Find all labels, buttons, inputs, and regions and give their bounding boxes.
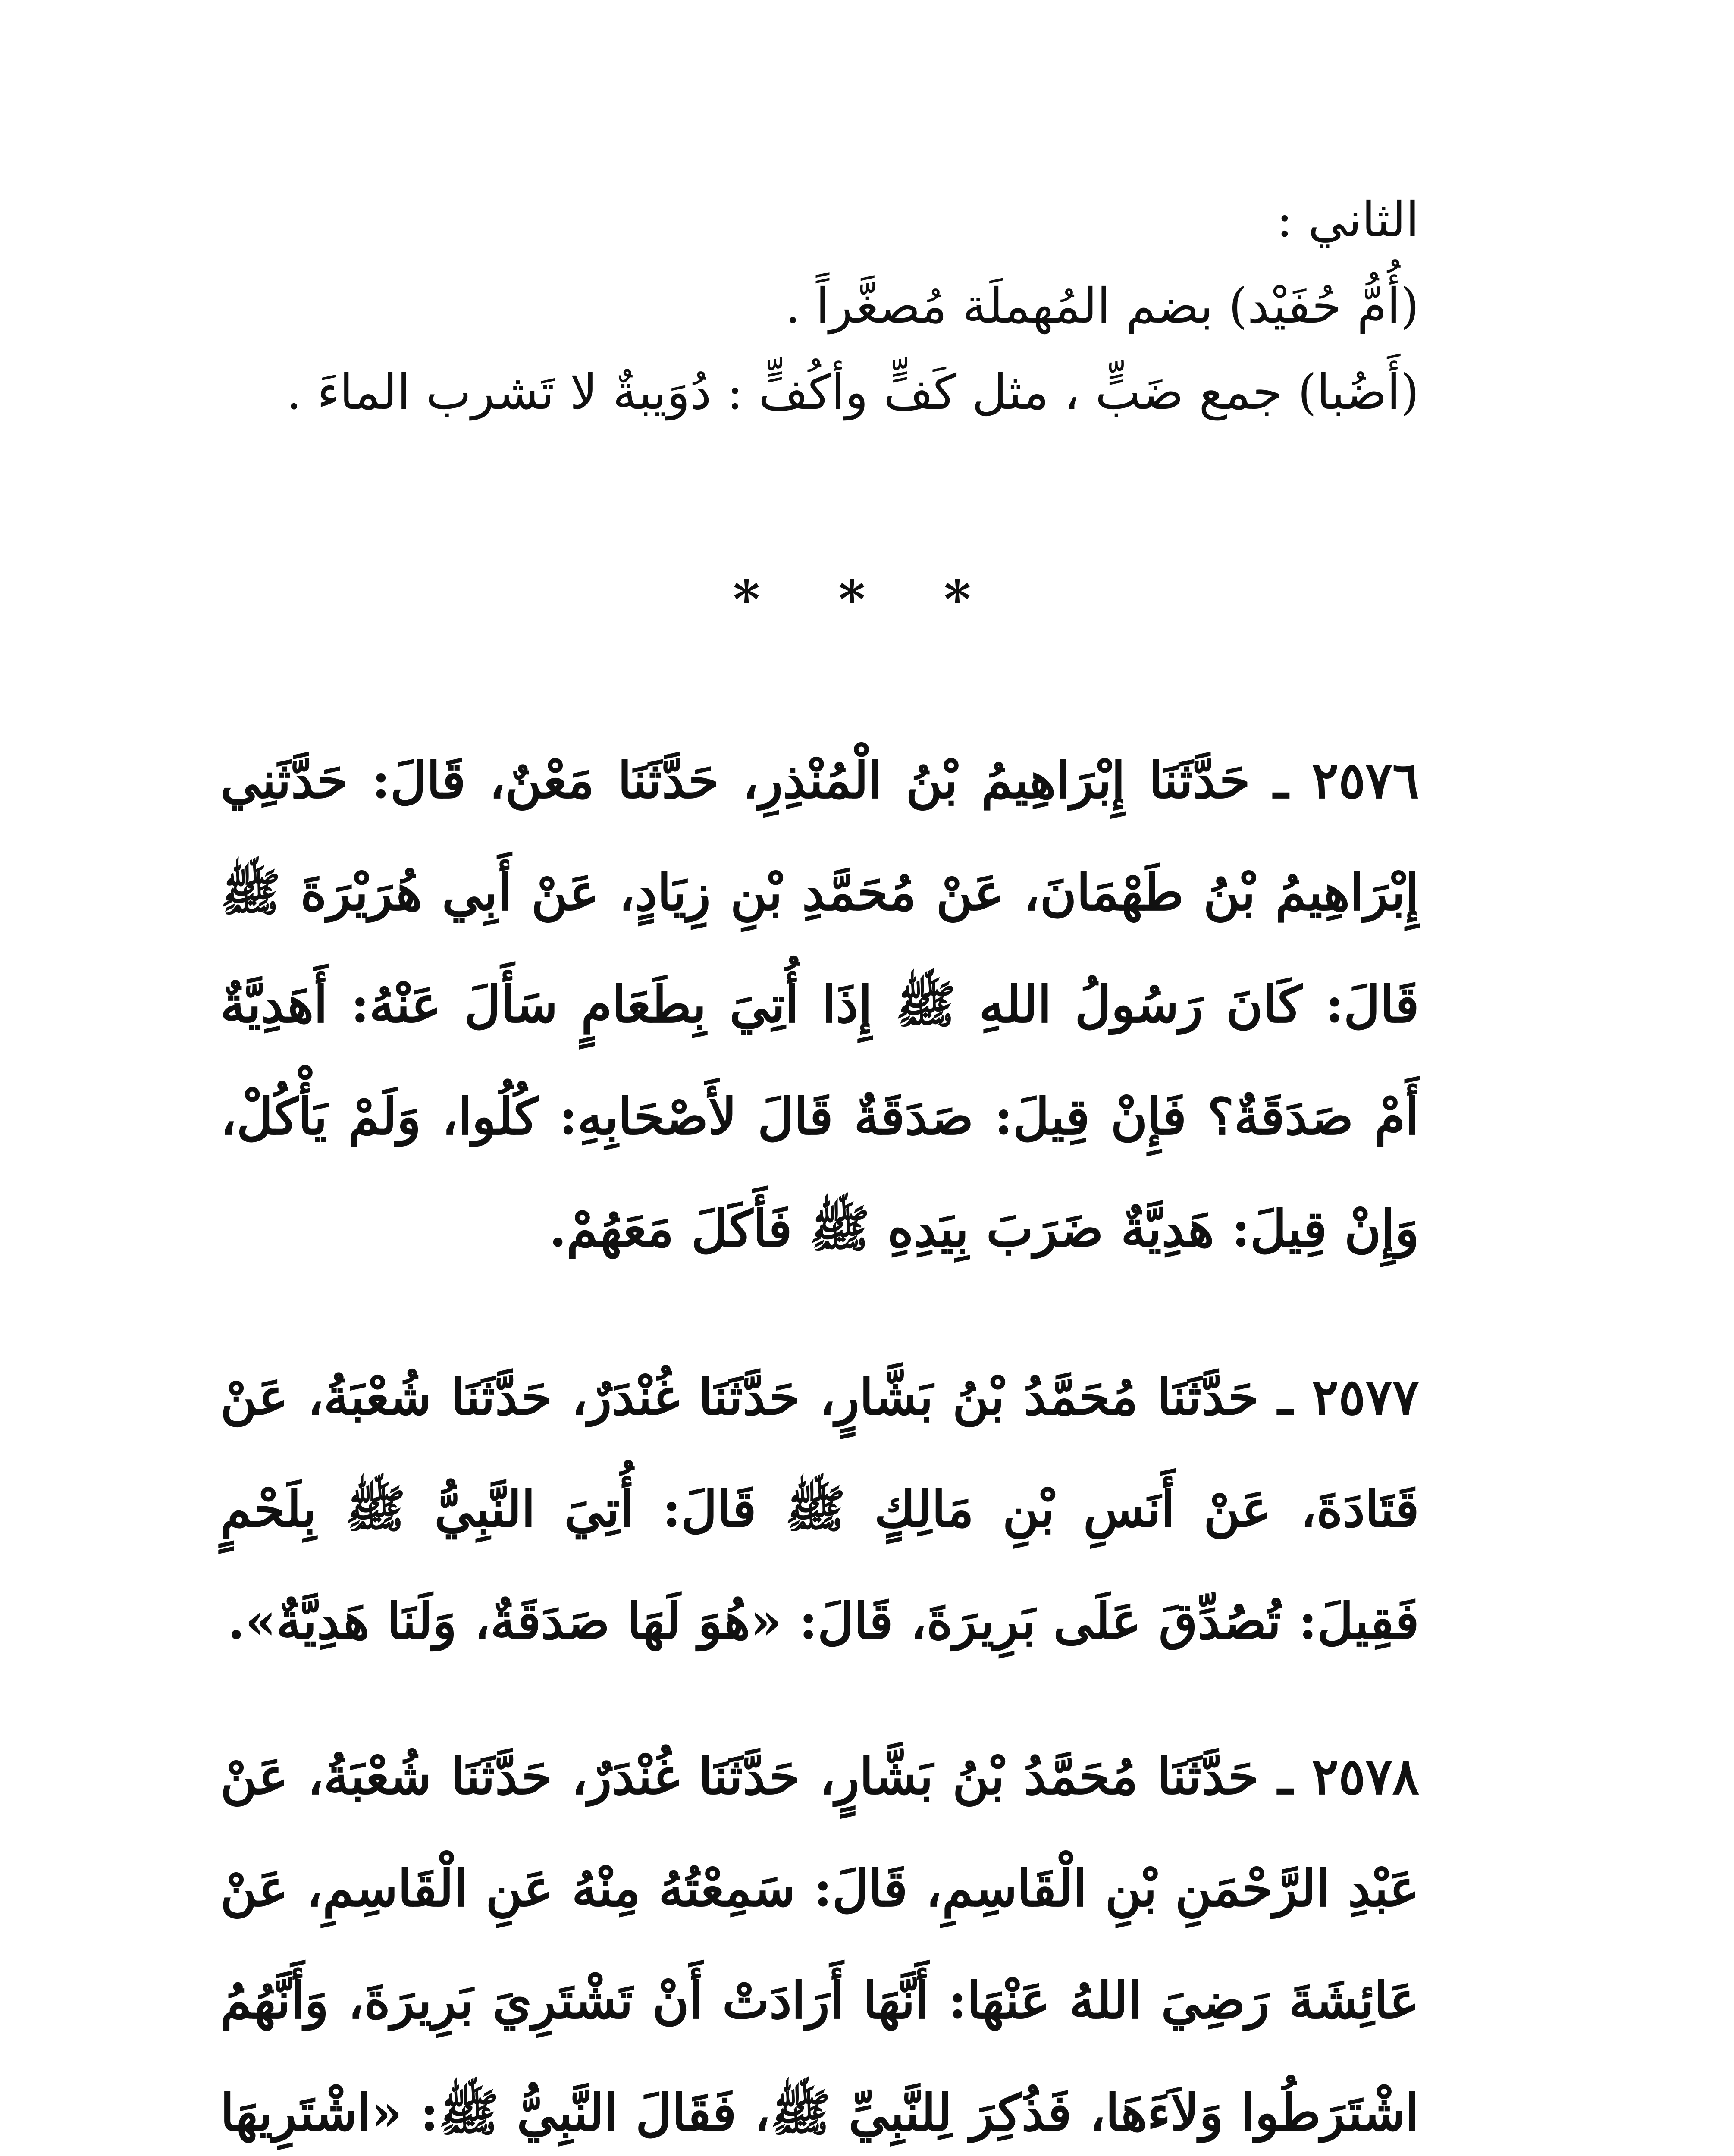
hadith-paragraph: ٢٥٧٦ ـ حَدَّثَنَا إِبْرَاهِيمُ بْنُ الْمُنْذِرِ، حَدَّثَنَا مَعْنٌ، قَالَ: حَدَّثَنِي إِبْرَاهِيمُ بْنُ طَهْمَانَ، عَنْ مُحَمَّدِ بْنِ زِيَادٍ، عَنْ أَبِي هُرَيْرَةَ ﷺ قَالَ: كَانَ رَسُولُ اللهِ ﷺ إِذَا أُتِيَ بِطَعَامٍ سَأَلَ عَنْهُ: أَهَدِيَّةٌ أَمْ صَدَقَةٌ؟ فَإِنْ قِيلَ: صَدَقَةٌ قَالَ لأَصْحَابِهِ: كُلُوا، وَلَمْ يَأْكُلْ، وَإِنْ قِيلَ: هَدِيَّةٌ ضَرَبَ بِيَدِهِ ﷺ فَأَكَلَ مَعَهُمْ.	[220, 751, 1419, 1258]
section-separator: * * *	[733, 569, 1001, 630]
hadith-paragraph: ٢٥٧٧ ـ حَدَّثَنَا مُحَمَّدُ بْنُ بَشَّارٍ، حَدَّثَنَا غُنْدَرٌ، حَدَّثَنَا شُعْبَةُ، عَنْ قَتَادَةَ، عَنْ أَنَسِ بْنِ مَالِكٍ ﷺ قَالَ: أُتِيَ النَّبِيُّ ﷺ بِلَحْمٍ فَقِيلَ: تُصُدِّقَ عَلَى بَرِيرَةَ، قَالَ: «هُوَ لَهَا صَدَقَةٌ، وَلَنَا هَدِيَّةٌ».	[220, 1368, 1419, 1651]
footnote-heading: الثاني :	[1276, 192, 1419, 248]
footnote-section	[220, 190, 1419, 448]
hadith-paragraph: ٢٥٧٨ ـ حَدَّثَنَا مُحَمَّدُ بْنُ بَشَّارٍ، حَدَّثَنَا غُنْدَرٌ، حَدَّثَنَا شُعْبَةُ، عَنْ عَبْدِ الرَّحْمَنِ بْنِ الْقَاسِمِ، قَالَ: سَمِعْتُهُ مِنْهُ عَنِ الْقَاسِمِ، عَنْ عَائِشَةَ رَضِيَ اللهُ عَنْهَا: أَنَّهَا أَرَادَتْ أَنْ تَشْتَرِيَ بَرِيرَةَ، وَأَنَّهُمُ اشْتَرَطُوا وَلاَءَهَا، فَذُكِرَ لِلنَّبِيِّ ﷺ، فَقَالَ النَّبِيُّ ﷺ: «اشْتَرِيهَا	[220, 1747, 1419, 2142]
footnote-line: (أُمُّ حُفَيْد) بضم المُهملَة مُصغَّراً .	[785, 278, 1419, 334]
footnote-line: (أَضُبا) جمع ضَبٍّ ، مثل كَفٍّ وأكُفٍّ : دُوَيبةٌ لا تَشرب الماءَ .	[286, 364, 1419, 420]
